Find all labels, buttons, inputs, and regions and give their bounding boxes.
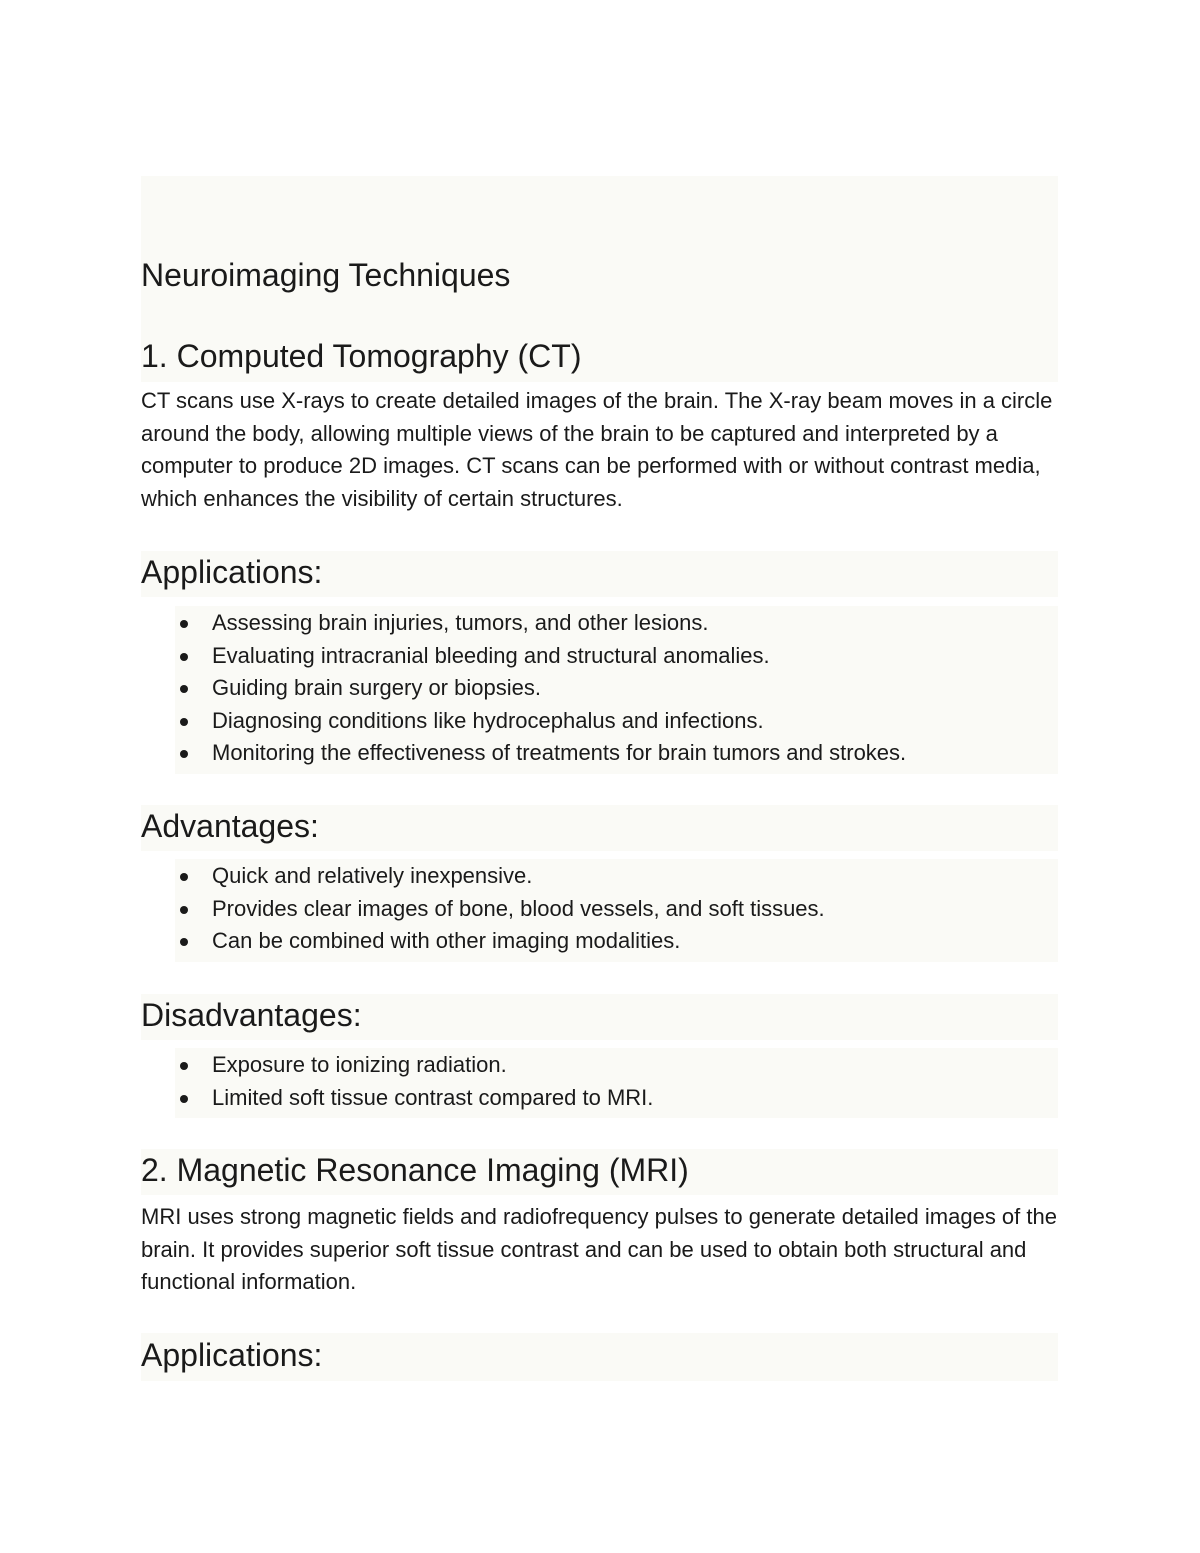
list-item xyxy=(175,705,906,738)
list-item xyxy=(175,1049,653,1082)
list-item xyxy=(175,737,906,770)
ct-disadvantages-list xyxy=(175,1049,653,1114)
mri-description-paragraph: MRI uses strong magnetic fields and radiofrequency pulses to generate detailed images of the brain. It provides superior soft tissue contrast and can be used to obtain both structural and functional information. xyxy=(141,1204,1057,1294)
ct-applications-heading: Applications: xyxy=(141,554,323,590)
bullet-icon xyxy=(180,873,188,881)
list-item xyxy=(175,607,906,640)
list-item-text: Evaluating intracranial bleeding and structural anomalies. xyxy=(212,642,770,668)
list-item xyxy=(175,925,825,958)
mri-section-heading: 2. Magnetic Resonance Imaging (MRI) xyxy=(141,1152,689,1188)
bullet-icon xyxy=(180,1095,188,1103)
list-item xyxy=(175,1082,653,1115)
bullet-icon xyxy=(180,750,188,758)
list-item-text: Quick and relatively inexpensive. xyxy=(212,863,533,888)
list-item xyxy=(175,893,825,926)
list-item-text: Guiding brain surgery or biopsies. xyxy=(212,675,541,700)
document-title: Neuroimaging Techniques xyxy=(141,257,511,293)
ct-disadvantages-heading: Disadvantages: xyxy=(141,997,362,1033)
list-item-text: Exposure to ionizing radiation. xyxy=(212,1052,507,1077)
ct-applications-list xyxy=(175,607,906,770)
bullet-icon xyxy=(180,938,188,946)
ct-advantages-heading: Advantages: xyxy=(141,808,319,844)
bullet-icon xyxy=(180,685,188,693)
list-item-text: Diagnosing conditions like hydrocephalus and infections. xyxy=(212,707,764,733)
ct-section-heading: 1. Computed Tomography (CT) xyxy=(141,338,582,374)
ct-advantages-list xyxy=(175,860,825,958)
bullet-icon xyxy=(180,906,188,914)
bullet-icon xyxy=(180,653,188,661)
list-item-text: Limited soft tissue contrast compared to MRI. xyxy=(212,1084,654,1110)
ct-description-paragraph: CT scans use X-rays to create detailed images of the brain. The X-ray beam moves in a circle around the body, allowing multiple views of the brain to be captured and interpreted by a computer to produce 2D images. CT scans can be performed with or without contrast media, which enhances the visibility of certain structures. xyxy=(141,388,1053,511)
bullet-icon xyxy=(180,718,188,726)
list-item xyxy=(175,640,906,673)
mri-applications-heading: Applications: xyxy=(141,1337,323,1373)
bullet-icon xyxy=(180,1062,188,1070)
list-item-text: Can be combined with other imaging modalities. xyxy=(212,928,681,953)
bullet-icon xyxy=(180,620,188,628)
list-item xyxy=(175,860,825,893)
list-item-text: Assessing brain injuries, tumors, and other lesions. xyxy=(212,610,709,635)
list-item xyxy=(175,672,906,705)
list-item-text: Provides clear images of bone, blood vessels, and soft tissues. xyxy=(212,895,825,921)
list-item-text: Monitoring the effectiveness of treatments for brain tumors and strokes. xyxy=(212,740,907,765)
